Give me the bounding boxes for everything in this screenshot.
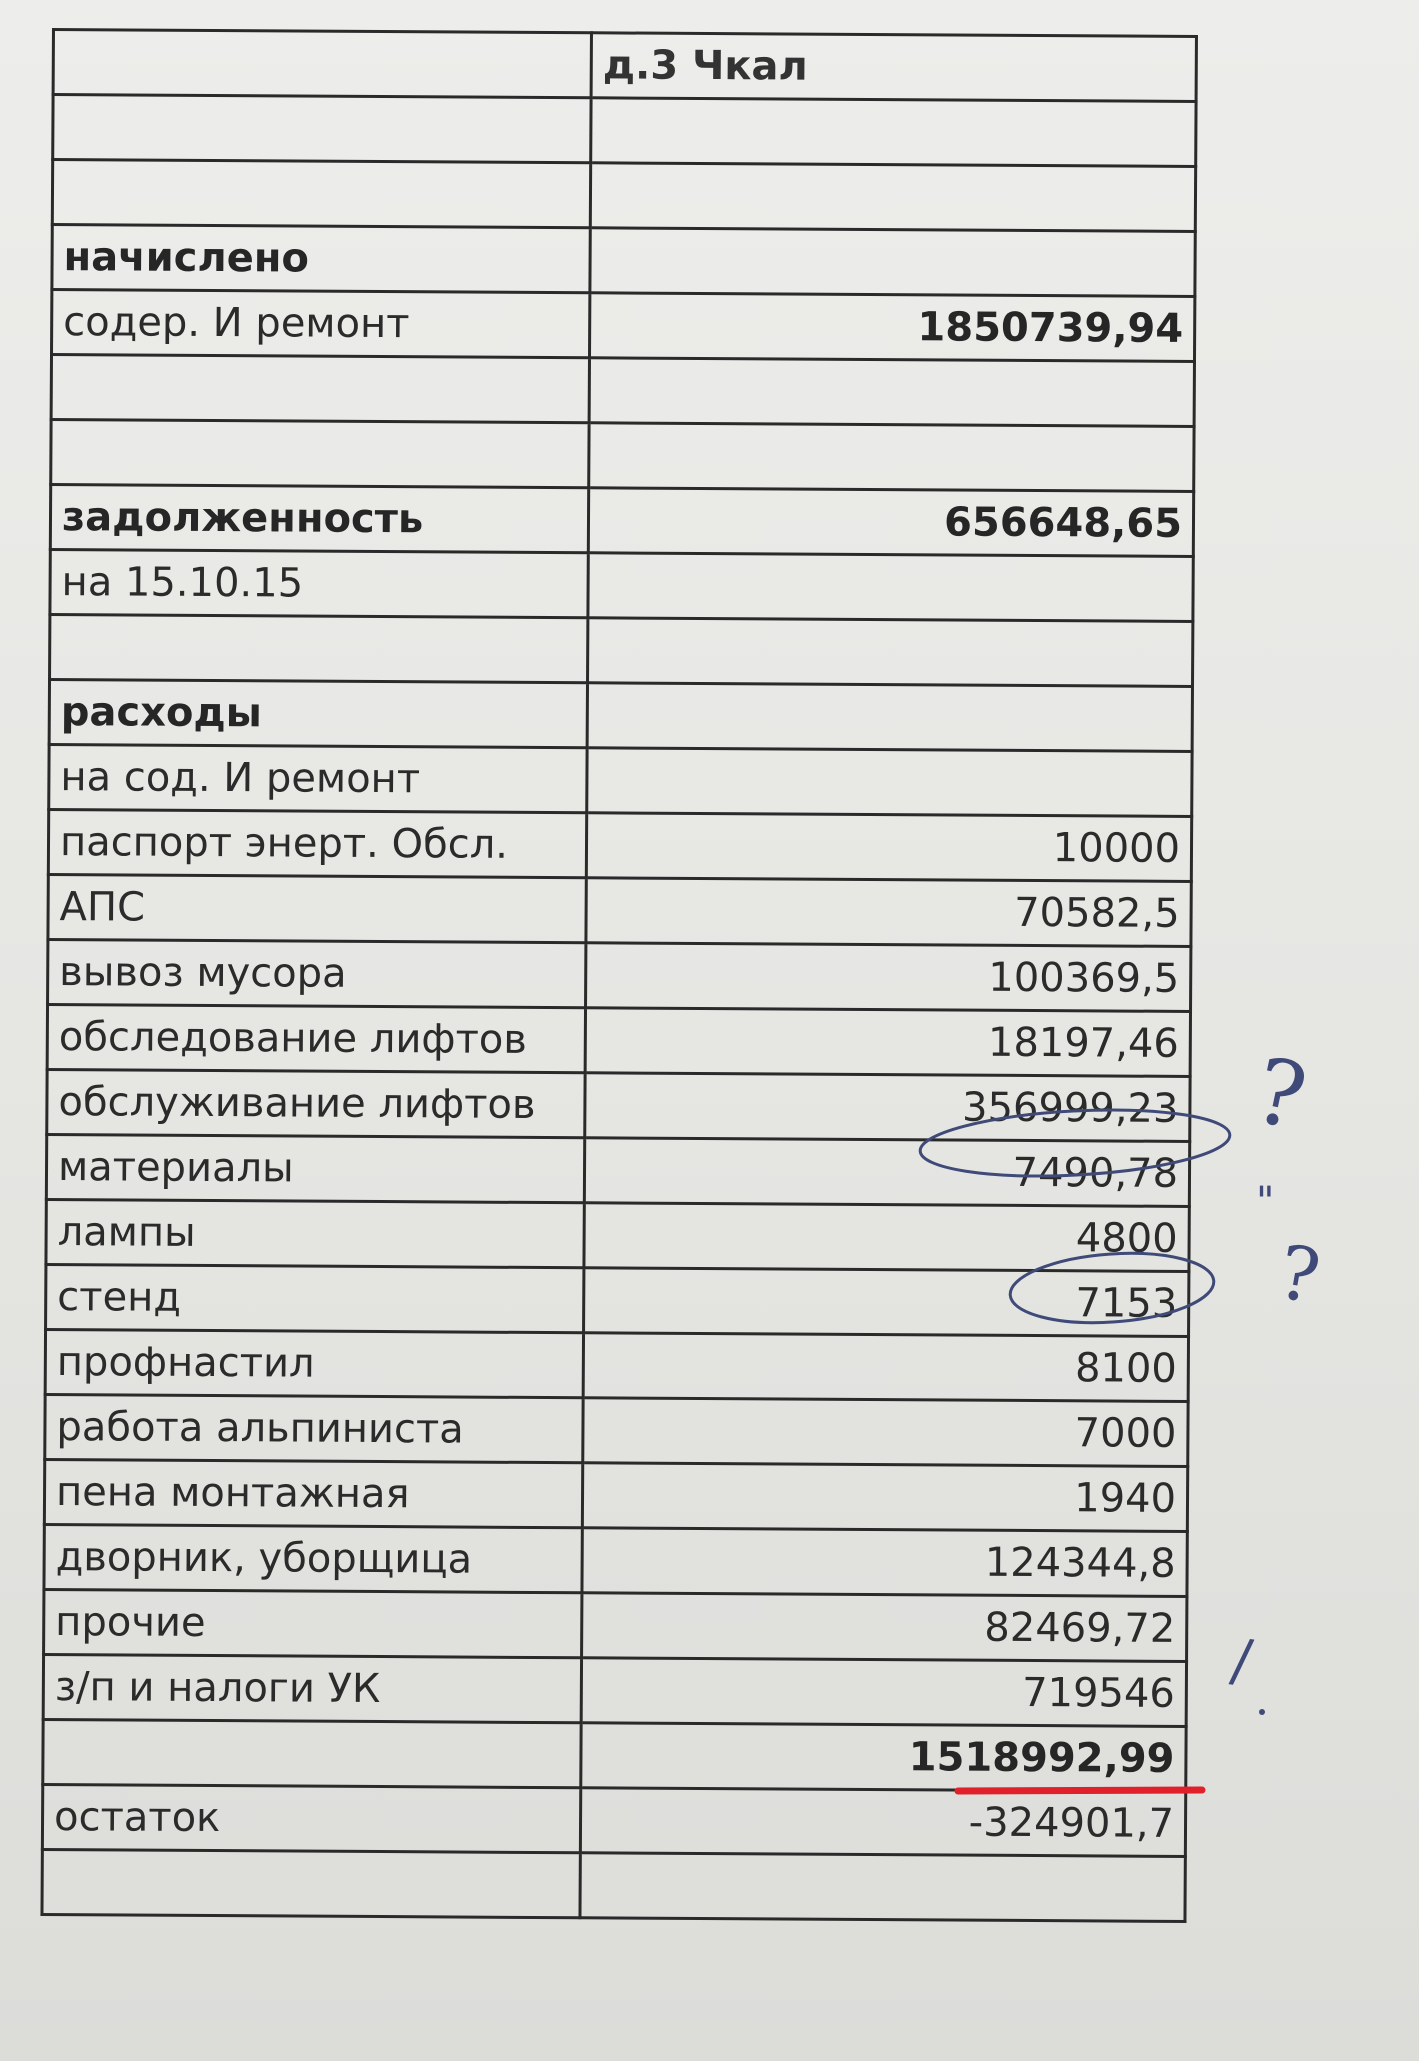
row-label: паспорт энерт. Обсл.: [48, 809, 586, 877]
table-row: [46, 1199, 1189, 1271]
row-label: АПС: [48, 874, 586, 942]
table-row: [43, 1654, 1186, 1726]
table-row: [49, 744, 1192, 816]
row-value: 100369,5: [586, 943, 1191, 1012]
row-value: -324901,7: [580, 1788, 1185, 1857]
row-label: [50, 614, 588, 682]
row-label: [51, 355, 589, 423]
row-value: 70582,5: [586, 878, 1191, 947]
table-row: [51, 355, 1194, 427]
row-label: стенд: [46, 1264, 584, 1332]
table-row: [46, 1134, 1189, 1206]
row-label: содер. И ремонт: [52, 290, 590, 358]
row-value: 1940: [582, 1463, 1187, 1532]
row-value: [589, 423, 1194, 492]
table-row: [52, 225, 1195, 297]
row-value: [587, 683, 1192, 752]
row-label: [53, 95, 591, 163]
row-label: [52, 160, 590, 228]
row-value: [588, 553, 1193, 622]
table-row: [44, 1524, 1187, 1596]
row-value: [590, 163, 1195, 232]
table-row: [51, 420, 1194, 492]
table-row: [45, 1329, 1188, 1401]
row-label: з/п и налоги УК: [43, 1654, 581, 1722]
table-row: [48, 939, 1191, 1011]
row-label: вывоз мусора: [48, 939, 586, 1007]
row-value: 4800: [584, 1203, 1189, 1272]
row-label: профнастил: [45, 1329, 583, 1397]
row-value: 7153: [584, 1268, 1189, 1337]
row-label: работа альпиниста: [45, 1394, 583, 1462]
row-label: [51, 420, 589, 488]
table-row: [48, 874, 1191, 946]
row-value: 124344,8: [582, 1528, 1187, 1597]
table-row: [49, 679, 1192, 751]
row-label: прочие: [44, 1589, 582, 1657]
row-value: 1850739,94: [589, 293, 1194, 362]
row-label: [43, 1719, 581, 1787]
table-header-row: [53, 30, 1196, 102]
table-row: [44, 1589, 1187, 1661]
row-label: задолженность: [50, 485, 588, 553]
table-row: [50, 549, 1193, 621]
table-row: [52, 290, 1195, 362]
row-label: пена монтажная: [44, 1459, 582, 1527]
table-row: [43, 1719, 1186, 1791]
row-value: 8100: [583, 1333, 1188, 1402]
tick-mark: /: [1227, 1625, 1257, 1696]
building-title: д.3 Чкал: [591, 33, 1196, 102]
header-label-cell: [53, 30, 591, 98]
row-value: 18197,46: [585, 1008, 1190, 1077]
row-value: 656648,65: [588, 488, 1193, 557]
table-row: [50, 485, 1193, 557]
row-label: расходы: [49, 679, 587, 747]
row-value: 1518992,99: [581, 1723, 1186, 1792]
row-label: остаток: [42, 1784, 580, 1852]
table-row: [46, 1264, 1189, 1336]
table-row: [48, 809, 1191, 881]
row-label: обслуживание лифтов: [47, 1069, 585, 1137]
row-label: дворник, уборщица: [44, 1524, 582, 1592]
row-label: на 15.10.15: [50, 549, 588, 617]
row-value: [588, 618, 1193, 687]
table-row: [47, 1069, 1190, 1141]
table-row: [44, 1459, 1187, 1531]
row-value: 7000: [583, 1398, 1188, 1467]
row-value: 719546: [581, 1658, 1186, 1727]
row-label: [42, 1849, 580, 1917]
row-value: [591, 98, 1196, 167]
table-row: [45, 1394, 1188, 1466]
row-label: начислено: [52, 225, 590, 293]
row-label: обследование лифтов: [47, 1004, 585, 1072]
table-row: [53, 95, 1196, 167]
expense-ledger-table: [40, 28, 1198, 1923]
row-value: 82469,72: [582, 1593, 1187, 1662]
row-value: 10000: [586, 813, 1191, 882]
table-row: [50, 614, 1193, 686]
row-value: [590, 228, 1195, 297]
table-row: [42, 1784, 1185, 1856]
table-row: [42, 1849, 1185, 1921]
ditto-mark: ": [1256, 1179, 1275, 1225]
question-mark-glyph: ?: [1245, 1038, 1315, 1151]
row-value: 356999,23: [585, 1073, 1190, 1142]
row-label: материалы: [46, 1134, 584, 1202]
row-value: [587, 748, 1192, 817]
table-row: [52, 160, 1195, 232]
row-label: лампы: [46, 1199, 584, 1267]
row-label: на сод. И ремонт: [49, 744, 587, 812]
row-value: [580, 1853, 1185, 1922]
question-mark-glyph: ?: [1271, 1229, 1326, 1321]
table-row: [47, 1004, 1190, 1076]
row-value: [589, 358, 1194, 427]
row-value: 7490,78: [584, 1138, 1189, 1207]
